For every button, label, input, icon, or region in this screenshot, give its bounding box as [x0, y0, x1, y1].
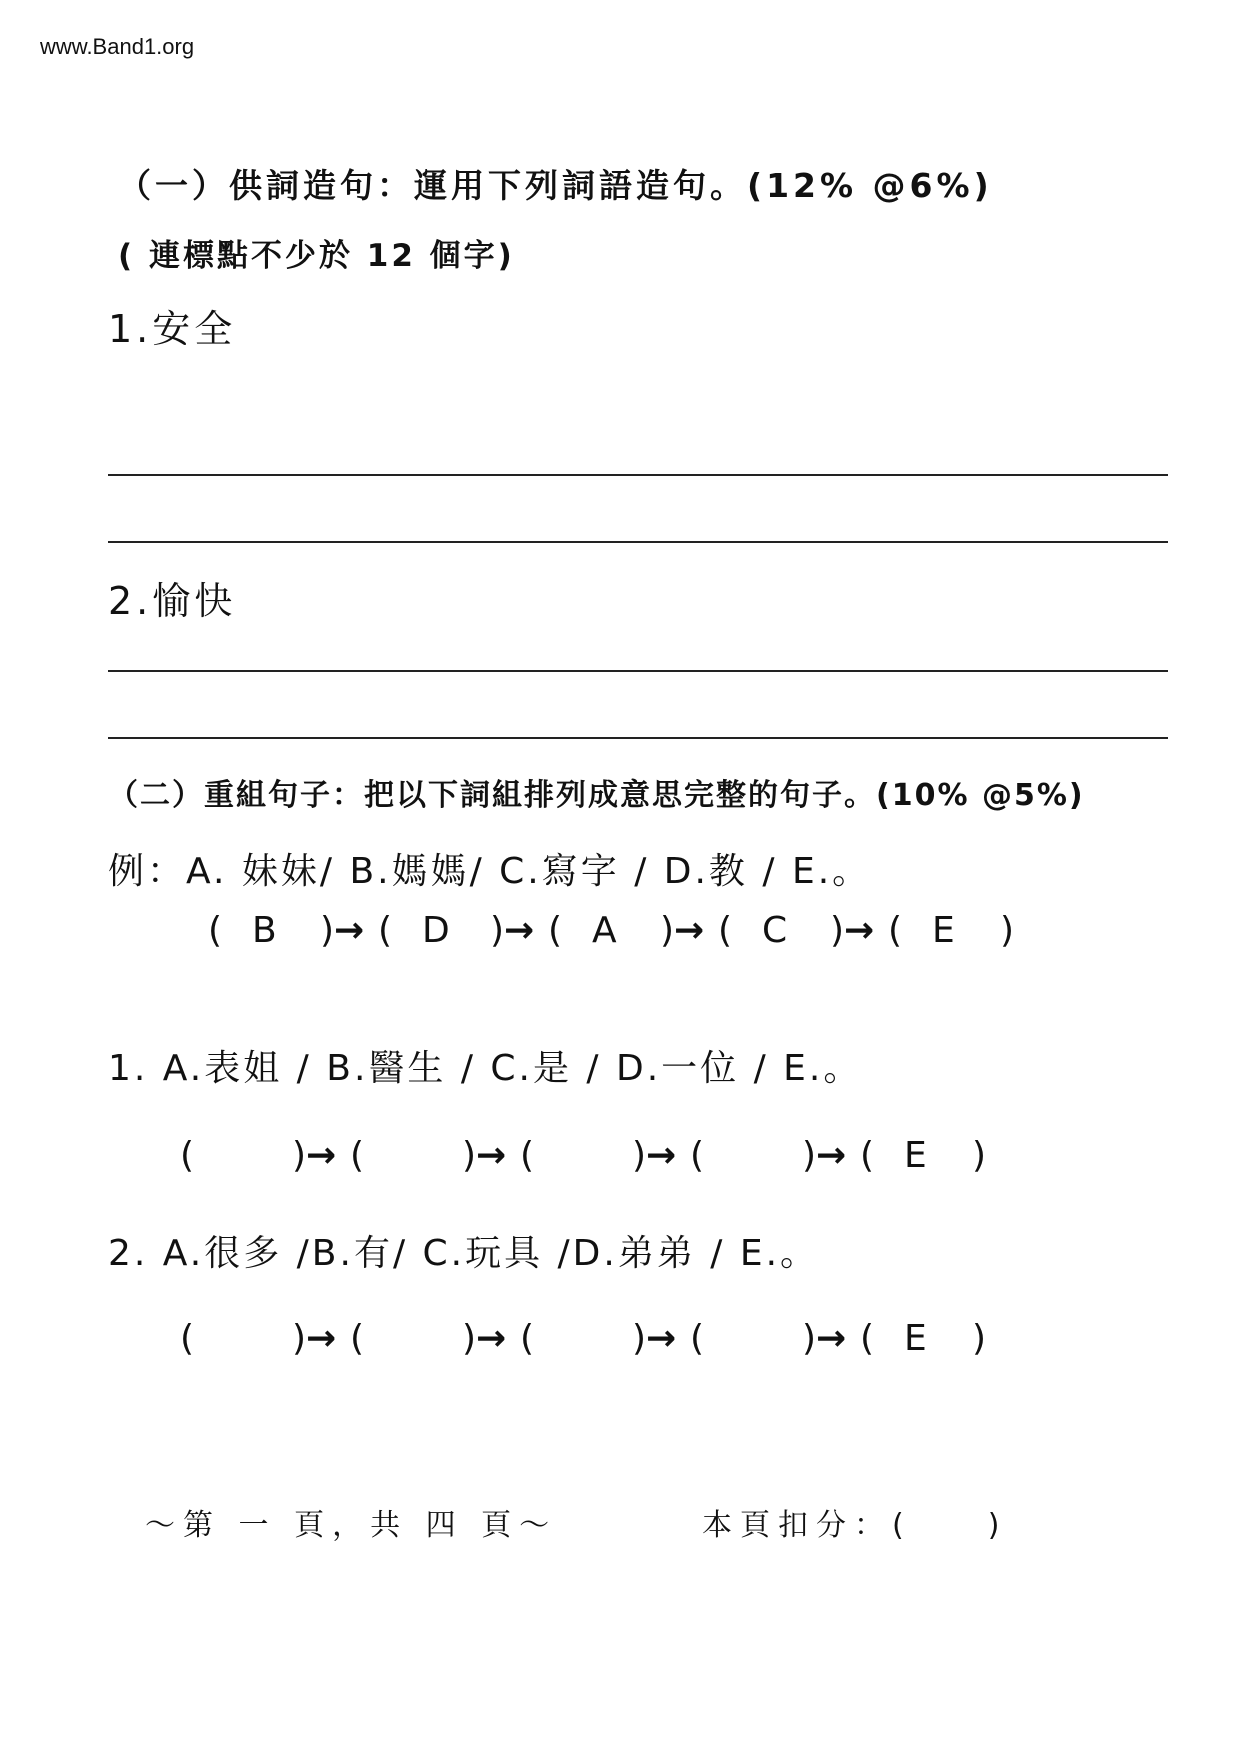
answer-slot: D	[422, 910, 450, 951]
reorder-q2-prompt: 2. A.很多 /B.有/ C.玩具 /D.弟弟 / E.。	[108, 1233, 820, 1274]
answer-slot: A	[592, 910, 617, 951]
close-paren: )	[490, 910, 505, 951]
answer-line	[108, 670, 1168, 672]
arrow-icon: →	[674, 910, 705, 951]
example-prompt: 例：A. 妹妹/ B.媽媽/ C.寫字 / D.教 / E.。	[108, 851, 872, 892]
close-paren: )	[632, 1135, 647, 1176]
close-paren: )	[972, 1318, 987, 1359]
open-paren: (	[180, 1135, 195, 1176]
reorder-q1-prompt: 1. A.表姐 / B.醫生 / C.是 / D.一位 / E.。	[108, 1048, 863, 1089]
answer-slot: B	[252, 910, 277, 951]
close-paren: )	[830, 910, 845, 951]
close-paren: )	[802, 1135, 817, 1176]
arrow-icon: →	[306, 1318, 337, 1359]
open-paren: (	[378, 910, 393, 951]
open-paren: (	[690, 1135, 705, 1176]
site-url: www.Band1.org	[40, 34, 195, 59]
open-paren: (	[690, 1318, 705, 1359]
question2-label: 2.愉快	[108, 579, 237, 623]
section1-note: ( 連標點不少於 12 個字)	[118, 238, 515, 274]
open-paren: (	[548, 910, 563, 951]
close-paren: )	[972, 1135, 987, 1176]
open-paren: (	[350, 1318, 365, 1359]
section2-title: （二）重組句子：把以下詞組排列成意思完整的句子。(10% @5%)	[108, 778, 1085, 813]
answer-line	[108, 737, 1168, 739]
answer-line	[108, 474, 1168, 476]
close-paren: )	[1000, 910, 1015, 951]
open-paren: (	[350, 1135, 365, 1176]
arrow-icon: →	[646, 1135, 677, 1176]
answer-slot: C	[762, 910, 788, 951]
question1-label: 1.安全	[108, 307, 237, 351]
open-paren: (	[718, 910, 733, 951]
close-paren: )	[802, 1318, 817, 1359]
answer-line	[108, 541, 1168, 543]
answer-slot: E	[904, 1318, 927, 1359]
close-paren: )	[320, 910, 335, 951]
arrow-icon: →	[476, 1318, 507, 1359]
open-paren: (	[180, 1318, 195, 1359]
open-paren: (	[860, 1135, 875, 1176]
open-paren: (	[520, 1135, 535, 1176]
close-paren: )	[292, 1135, 307, 1176]
open-paren: (	[208, 910, 223, 951]
arrow-icon: →	[646, 1318, 677, 1359]
open-paren: (	[860, 1318, 875, 1359]
close-paren: )	[462, 1318, 477, 1359]
arrow-icon: →	[306, 1135, 337, 1176]
arrow-icon: →	[504, 910, 535, 951]
close-paren: )	[292, 1318, 307, 1359]
arrow-icon: →	[816, 1135, 847, 1176]
section1-title: （一）供詞造句：運用下列詞語造句。(12% @6%)	[118, 166, 993, 205]
open-paren: (	[888, 910, 903, 951]
arrow-icon: →	[844, 910, 875, 951]
arrow-icon: →	[476, 1135, 507, 1176]
arrow-icon: →	[334, 910, 365, 951]
answer-slot: E	[932, 910, 955, 951]
close-paren: )	[632, 1318, 647, 1359]
arrow-icon: →	[816, 1318, 847, 1359]
page-indicator: ～第 一 頁，共 四 頁～	[145, 1508, 558, 1543]
page-deduction: 本頁扣分：( )	[702, 1508, 1008, 1543]
close-paren: )	[660, 910, 675, 951]
close-paren: )	[462, 1135, 477, 1176]
answer-slot: E	[904, 1135, 927, 1176]
open-paren: (	[520, 1318, 535, 1359]
